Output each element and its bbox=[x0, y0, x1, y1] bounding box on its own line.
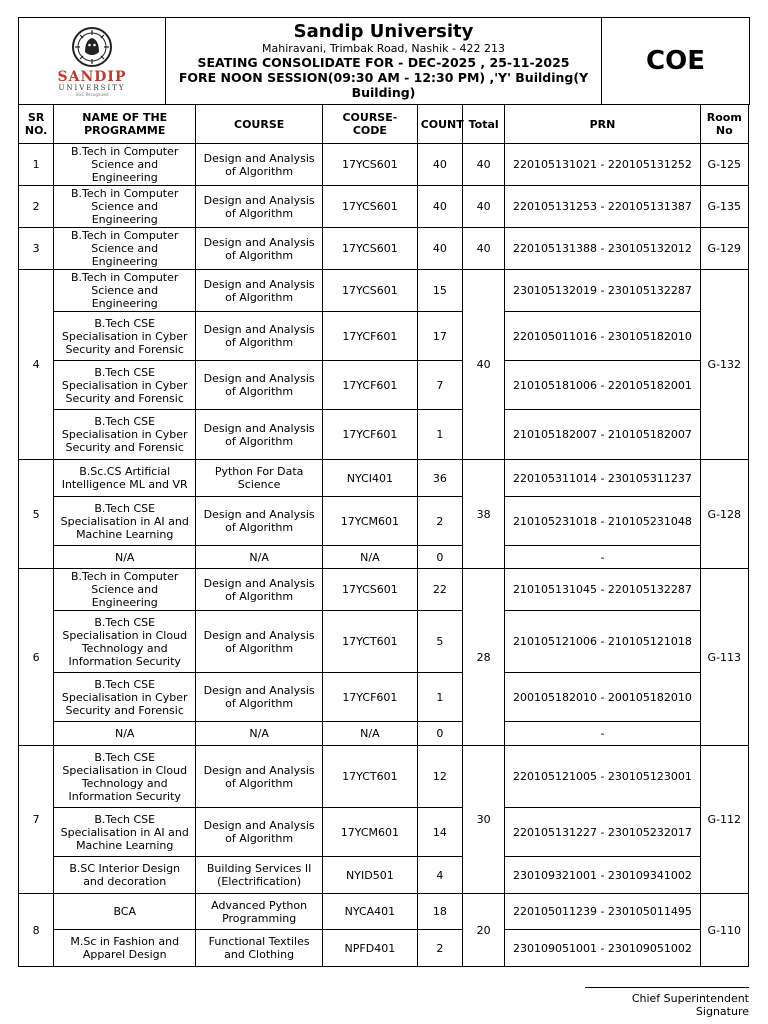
course-code-cell: 17YCF601 bbox=[323, 312, 418, 361]
programme-cell: B.Tech CSE Specialisation in AI and Machine Learning bbox=[54, 497, 196, 546]
sr-no-cell: 8 bbox=[19, 894, 54, 967]
course-code-cell: 17YCF601 bbox=[323, 673, 418, 722]
logo-name: SANDIP bbox=[57, 68, 127, 85]
session-title: SEATING CONSOLIDATE FOR - DEC-2025 , 25-11-2025 bbox=[197, 55, 570, 70]
table-row bbox=[19, 808, 749, 857]
table-row bbox=[19, 270, 749, 312]
course-code-cell: 17YCS601 bbox=[323, 270, 418, 312]
prn-cell: 220105011239 - 230105011495 bbox=[505, 894, 700, 930]
count-cell: 1 bbox=[417, 673, 462, 722]
course-code-cell: 17YCT601 bbox=[323, 611, 418, 673]
table-row bbox=[19, 746, 749, 808]
room-cell: G-125 bbox=[700, 144, 748, 186]
total-cell: 40 bbox=[463, 228, 505, 270]
course-cell: Design and Analysis of Algorithm bbox=[196, 497, 323, 546]
table-row bbox=[19, 144, 749, 186]
room-cell: G-132 bbox=[700, 270, 748, 460]
programme-cell: B.Tech CSE Specialisation in Cyber Security and Forensic bbox=[54, 312, 196, 361]
table-row bbox=[19, 186, 749, 228]
university-name: Sandip University bbox=[293, 21, 474, 42]
room-cell: G-129 bbox=[700, 228, 748, 270]
total-cell: 40 bbox=[463, 186, 505, 228]
table-row bbox=[19, 857, 749, 894]
col-header-sr: SR NO. bbox=[19, 105, 54, 144]
course-cell: Design and Analysis of Algorithm bbox=[196, 144, 323, 186]
course-cell: Design and Analysis of Algorithm bbox=[196, 611, 323, 673]
count-cell: 14 bbox=[417, 808, 462, 857]
coe-cell bbox=[602, 18, 750, 105]
programme-cell: B.Sc.CS Artificial Intelligence ML and VR bbox=[54, 460, 196, 497]
course-code-cell: N/A bbox=[323, 546, 418, 569]
room-cell: G-110 bbox=[700, 894, 748, 967]
programme-cell: B.Tech in Computer Science and Engineering bbox=[54, 186, 196, 228]
sr-no-cell: 1 bbox=[19, 144, 54, 186]
prn-cell: 220105311014 - 230105311237 bbox=[505, 460, 700, 497]
total-cell: 28 bbox=[463, 569, 505, 746]
table-row bbox=[19, 722, 749, 746]
course-cell: Python For Data Science bbox=[196, 460, 323, 497]
course-code-cell: 17YCM601 bbox=[323, 497, 418, 546]
title-cell bbox=[166, 18, 602, 105]
course-code-cell: 17YCS601 bbox=[323, 186, 418, 228]
logo-tagline: UGC Recognized bbox=[75, 91, 109, 97]
count-cell: 18 bbox=[417, 894, 462, 930]
sr-no-cell: 7 bbox=[19, 746, 54, 894]
count-cell: 7 bbox=[417, 361, 462, 410]
programme-cell: N/A bbox=[54, 546, 196, 569]
programme-cell: B.Tech in Computer Science and Engineering bbox=[54, 228, 196, 270]
lion-emblem-icon bbox=[70, 26, 114, 68]
session-details: FORE NOON SESSION(09:30 AM - 12:30 PM) ,'Y' Building(Y Building) bbox=[178, 70, 589, 100]
course-code-cell: N/A bbox=[323, 722, 418, 746]
programme-cell: B.Tech in Computer Science and Engineering bbox=[54, 144, 196, 186]
count-cell: 40 bbox=[417, 228, 462, 270]
col-header-course: COURSE bbox=[196, 105, 323, 144]
prn-cell: - bbox=[505, 546, 700, 569]
table-row bbox=[19, 460, 749, 497]
course-cell: N/A bbox=[196, 546, 323, 569]
course-cell: Design and Analysis of Algorithm bbox=[196, 673, 323, 722]
course-cell: Design and Analysis of Algorithm bbox=[196, 746, 323, 808]
count-cell: 40 bbox=[417, 144, 462, 186]
table-row bbox=[19, 930, 749, 967]
course-cell: Design and Analysis of Algorithm bbox=[196, 808, 323, 857]
count-cell: 12 bbox=[417, 746, 462, 808]
course-cell: Design and Analysis of Algorithm bbox=[196, 270, 323, 312]
signature-line: Chief Superintendent Signature bbox=[585, 987, 749, 1018]
logo-sub: UNIVERSITY bbox=[58, 83, 126, 92]
room-cell: G-112 bbox=[700, 746, 748, 894]
table-row bbox=[19, 361, 749, 410]
course-cell: Design and Analysis of Algorithm bbox=[196, 228, 323, 270]
sr-no-cell: 6 bbox=[19, 569, 54, 746]
prn-cell: 200105182010 - 200105182010 bbox=[505, 673, 700, 722]
total-cell: 20 bbox=[463, 894, 505, 967]
count-cell: 22 bbox=[417, 569, 462, 611]
prn-cell: 210105121006 - 210105121018 bbox=[505, 611, 700, 673]
prn-cell: 230109321001 - 230109341002 bbox=[505, 857, 700, 894]
course-code-cell: 17YCS601 bbox=[323, 144, 418, 186]
course-code-cell: NPFD401 bbox=[323, 930, 418, 967]
programme-cell: M.Sc in Fashion and Apparel Design bbox=[54, 930, 196, 967]
programme-cell: N/A bbox=[54, 722, 196, 746]
count-cell: 5 bbox=[417, 611, 462, 673]
count-cell: 36 bbox=[417, 460, 462, 497]
course-cell: N/A bbox=[196, 722, 323, 746]
count-cell: 0 bbox=[417, 546, 462, 569]
col-header-count: COUNT bbox=[417, 105, 462, 144]
course-cell: Functional Textiles and Clothing bbox=[196, 930, 323, 967]
count-cell: 40 bbox=[417, 186, 462, 228]
programme-cell: B.Tech CSE Specialisation in Cyber Security and Forensic bbox=[54, 361, 196, 410]
prn-cell: 230109051001 - 230109051002 bbox=[505, 930, 700, 967]
count-cell: 1 bbox=[417, 410, 462, 460]
col-header-total: Total bbox=[463, 105, 505, 144]
programme-cell: B.SC Interior Design and decoration bbox=[54, 857, 196, 894]
prn-cell: 210105231018 - 210105231048 bbox=[505, 497, 700, 546]
logo-cell bbox=[19, 18, 166, 105]
prn-cell: 220105131021 - 220105131252 bbox=[505, 144, 700, 186]
total-cell: 40 bbox=[463, 270, 505, 460]
col-header-programme: NAME OF THE PROGRAMME bbox=[54, 105, 196, 144]
prn-cell: 220105121005 - 230105123001 bbox=[505, 746, 700, 808]
sr-no-cell: 5 bbox=[19, 460, 54, 569]
sr-no-cell: 3 bbox=[19, 228, 54, 270]
column-header-row bbox=[19, 105, 749, 144]
seating-table bbox=[18, 104, 749, 967]
prn-cell: 210105181006 - 220105182001 bbox=[505, 361, 700, 410]
course-cell: Design and Analysis of Algorithm bbox=[196, 361, 323, 410]
prn-cell: 210105131045 - 220105132287 bbox=[505, 569, 700, 611]
course-cell: Design and Analysis of Algorithm bbox=[196, 410, 323, 460]
programme-cell: B.Tech CSE Specialisation in Cyber Security and Forensic bbox=[54, 410, 196, 460]
programme-cell: B.Tech CSE Specialisation in Cyber Security and Forensic bbox=[54, 673, 196, 722]
prn-cell: 220105011016 - 230105182010 bbox=[505, 312, 700, 361]
course-code-cell: NYID501 bbox=[323, 857, 418, 894]
table-row bbox=[19, 546, 749, 569]
course-code-cell: 17YCT601 bbox=[323, 746, 418, 808]
course-code-cell: 17YCS601 bbox=[323, 569, 418, 611]
room-cell: G-128 bbox=[700, 460, 748, 569]
count-cell: 2 bbox=[417, 930, 462, 967]
table-row bbox=[19, 410, 749, 460]
programme-cell: B.Tech in Computer Science and Engineering bbox=[54, 270, 196, 312]
header-table bbox=[18, 17, 750, 105]
programme-cell: B.Tech in Computer Science and Engineering bbox=[54, 569, 196, 611]
count-cell: 15 bbox=[417, 270, 462, 312]
prn-cell: 210105182007 - 210105182007 bbox=[505, 410, 700, 460]
total-cell: 30 bbox=[463, 746, 505, 894]
programme-cell: B.Tech CSE Specialisation in Cloud Technology and Information Security bbox=[54, 746, 196, 808]
course-code-cell: 17YCF601 bbox=[323, 361, 418, 410]
total-cell: 40 bbox=[463, 144, 505, 186]
course-code-cell: 17YCS601 bbox=[323, 228, 418, 270]
table-row bbox=[19, 673, 749, 722]
prn-cell: 220105131253 - 220105131387 bbox=[505, 186, 700, 228]
course-code-cell: 17YCM601 bbox=[323, 808, 418, 857]
room-cell: G-135 bbox=[700, 186, 748, 228]
course-code-cell: 17YCF601 bbox=[323, 410, 418, 460]
table-row bbox=[19, 228, 749, 270]
coe-label: COE bbox=[646, 45, 705, 76]
table-row bbox=[19, 312, 749, 361]
sr-no-cell: 4 bbox=[19, 270, 54, 460]
prn-cell: 220105131227 - 230105232017 bbox=[505, 808, 700, 857]
count-cell: 4 bbox=[417, 857, 462, 894]
table-row bbox=[19, 611, 749, 673]
programme-cell: B.Tech CSE Specialisation in Cloud Technology and Information Security bbox=[54, 611, 196, 673]
programme-cell: BCA bbox=[54, 894, 196, 930]
course-code-cell: NYCA401 bbox=[323, 894, 418, 930]
course-code-cell: NYCI401 bbox=[323, 460, 418, 497]
count-cell: 2 bbox=[417, 497, 462, 546]
prn-cell: 220105131388 - 230105132012 bbox=[505, 228, 700, 270]
col-header-course-code: COURSE-CODE bbox=[323, 105, 418, 144]
total-cell: 38 bbox=[463, 460, 505, 569]
table-row bbox=[19, 894, 749, 930]
seating-sheet bbox=[18, 17, 749, 967]
university-address: Mahiravani, Trimbak Road, Nashik - 422 213 bbox=[262, 42, 505, 55]
programme-cell: B.Tech CSE Specialisation in AI and Machine Learning bbox=[54, 808, 196, 857]
university-logo bbox=[22, 26, 162, 97]
col-header-room: Room No bbox=[700, 105, 748, 144]
course-cell: Building Services II (Electrification) bbox=[196, 857, 323, 894]
table-row bbox=[19, 497, 749, 546]
prn-cell: 230105132019 - 230105132287 bbox=[505, 270, 700, 312]
table-row bbox=[19, 569, 749, 611]
prn-cell: - bbox=[505, 722, 700, 746]
col-header-prn: PRN bbox=[505, 105, 700, 144]
count-cell: 0 bbox=[417, 722, 462, 746]
course-cell: Advanced Python Programming bbox=[196, 894, 323, 930]
table-body bbox=[19, 144, 749, 967]
course-cell: Design and Analysis of Algorithm bbox=[196, 312, 323, 361]
sr-no-cell: 2 bbox=[19, 186, 54, 228]
course-cell: Design and Analysis of Algorithm bbox=[196, 186, 323, 228]
course-cell: Design and Analysis of Algorithm bbox=[196, 569, 323, 611]
count-cell: 17 bbox=[417, 312, 462, 361]
room-cell: G-113 bbox=[700, 569, 748, 746]
